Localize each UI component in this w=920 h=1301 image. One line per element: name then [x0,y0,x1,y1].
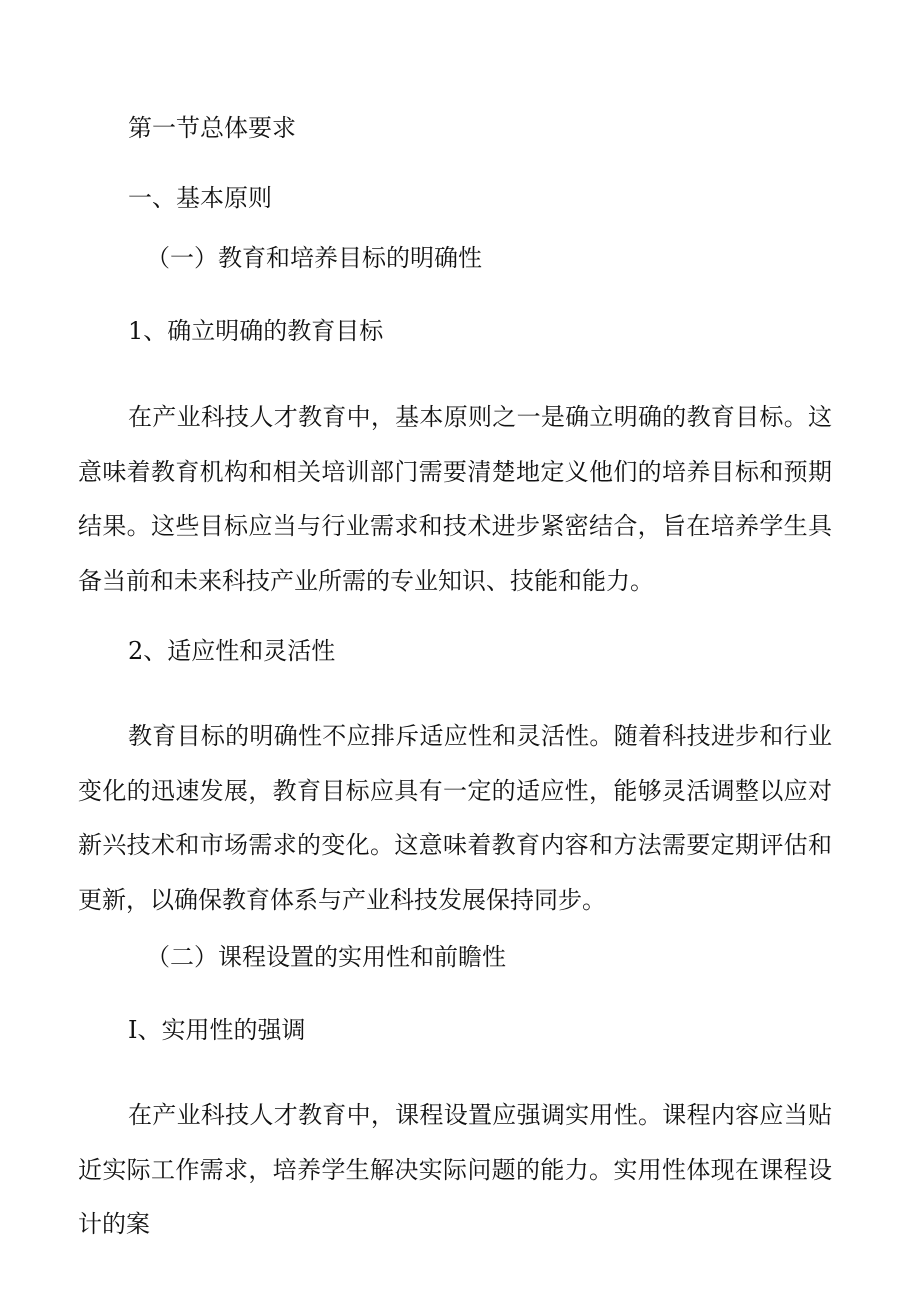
subheading-education-goals: （一）教育和培养目标的明确性 [146,244,482,272]
paragraph-clear-goals: 在产业科技人才教育中，基本原则之一是确立明确的教育目标。这意味着教育机构和相关培训部门需要清楚地定义他们的培养目标和预期结果。这些目标应当与行业需求和技术进步紧密结合，旨在培养学生具备当前和未来科技产业所需的专业知识、技能和能力。 [78,403,832,595]
paragraph-practicality: 在产业科技人才教育中，课程设置应强调实用性。课程内容应当贴近实际工作需求，培养学生解决实际问题的能力。实用性体现在课程设计的案 [78,1101,832,1238]
heading-basic-principles: 一、基本原则 [128,184,272,212]
item-practicality: I、实用性的强调 [128,1016,306,1044]
item-adaptability: 2、适应性和灵活性 [128,637,336,665]
section-title: 第一节总体要求 [128,114,296,142]
item-clear-goals: 1、确立明确的教育目标 [128,317,384,345]
paragraph-adaptability: 教育目标的明确性不应排斥适应性和灵活性。随着科技进步和行业变化的迅速发展，教育目标应具有一定的适应性，能够灵活调整以应对新兴技术和市场需求的变化。这意味着教育内容和方法需要定期评估和更新，以确保教育体系与产业科技发展保持同步。 [78,722,832,914]
subheading-curriculum: （二）课程设置的实用性和前瞻性 [146,943,506,971]
